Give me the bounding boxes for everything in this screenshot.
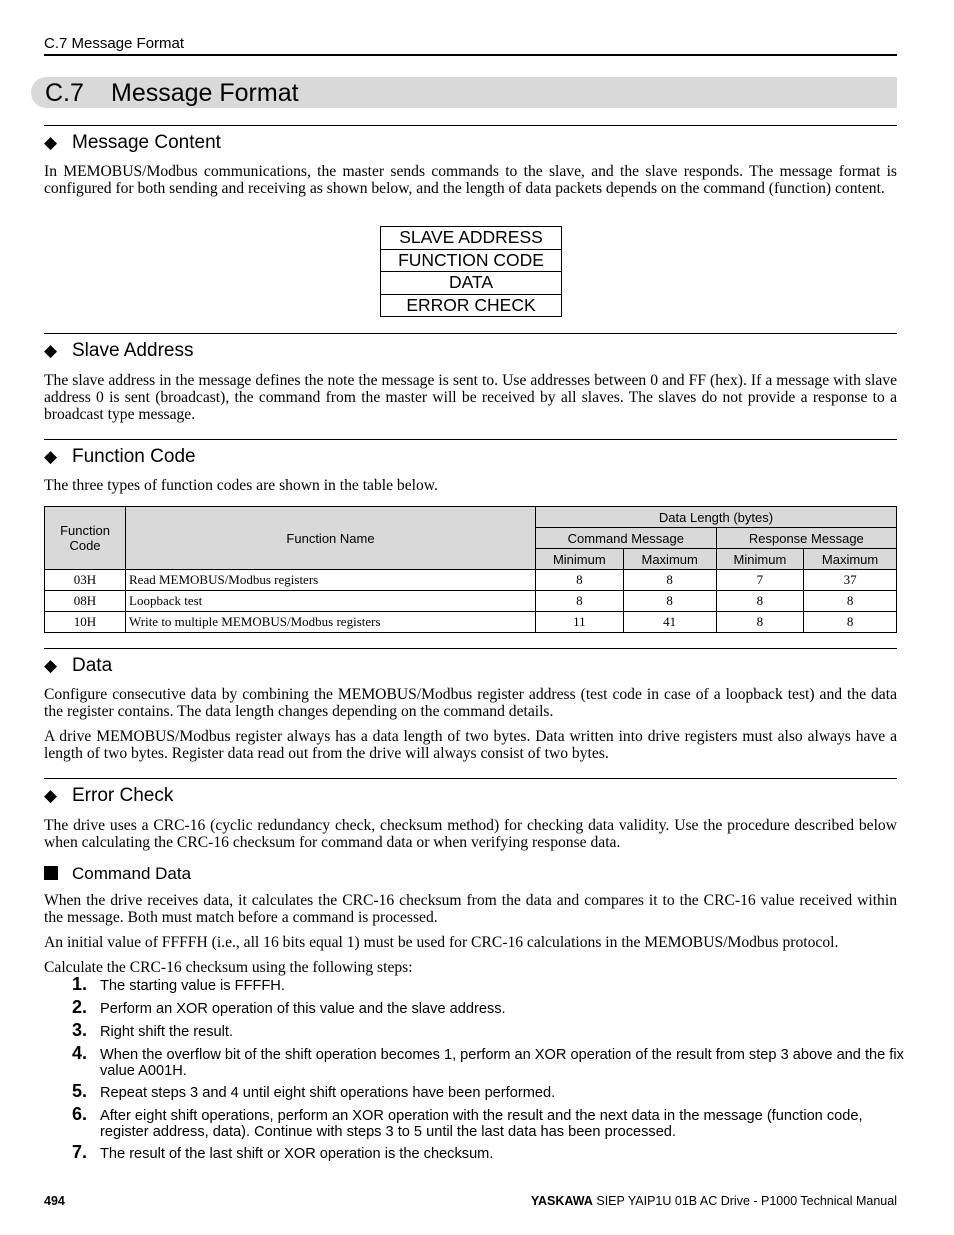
- section-heading-data: [44, 655, 112, 677]
- data-paragraph-2: A drive MEMOBUS/Modbus register always has a data length of two bytes. Data written into drive registers must also always have a length of two bytes. Register data read out from the drive will always consist of two bytes.: [44, 728, 897, 763]
- cell-cmd-min: 8: [536, 591, 624, 612]
- step-number: 4.: [72, 1043, 88, 1063]
- section-title: Slave Address: [72, 340, 194, 361]
- table-row: [45, 591, 897, 612]
- subheading-command-data: [44, 864, 191, 884]
- list-item: [44, 974, 904, 994]
- step-text: Repeat steps 3 and 4 until eight shift operations have been performed.: [100, 1085, 556, 1101]
- section-heading-message-content: [44, 132, 221, 154]
- error-check-paragraph: The drive uses a CRC-16 (cyclic redundancy check, checksum method) for checking data validity. Use the procedure described below when calculating the CRC-16 checksum for command data or when verifying response data.: [44, 817, 897, 852]
- diamond-bullet-icon: ◆: [44, 341, 58, 360]
- command-data-paragraph-2: An initial value of FFFFH (i.e., all 16 bits equal 1) must be used for CRC-16 calculations in the MEMOBUS/Modbus protocol.: [44, 934, 839, 951]
- section-title: Message Content: [72, 132, 221, 153]
- cell-cmd-max: 41: [623, 612, 716, 633]
- step-text: After eight shift operations, perform an XOR operation with the result and the next data in the message (function code, register address, data). Continue with steps 3 to 5 until the last data has been processed.: [100, 1108, 863, 1140]
- list-item: [44, 1020, 904, 1040]
- cell-name: Read MEMOBUS/Modbus registers: [126, 570, 536, 591]
- header-rule: [44, 54, 897, 56]
- cell-resp-min: 7: [716, 570, 804, 591]
- list-item: [44, 1142, 904, 1162]
- square-bullet-icon: [44, 866, 58, 880]
- step-text: When the overflow bit of the shift operation becomes 1, perform an XOR operation of the result from step 3 above and the fix value A001H.: [100, 1047, 904, 1079]
- list-item: [44, 997, 904, 1017]
- section-heading-slave-address: [44, 340, 193, 362]
- list-item: [44, 1104, 904, 1140]
- step-text: The result of the last shift or XOR operation is the checksum.: [100, 1146, 494, 1162]
- diamond-bullet-icon: ◆: [44, 656, 58, 675]
- chapter-title: [45, 79, 299, 108]
- cell-code: 03H: [45, 570, 126, 591]
- chapter-number: C.7: [45, 79, 84, 107]
- diamond-bullet-icon: ◆: [44, 133, 58, 152]
- function-code-table: [44, 506, 897, 633]
- section-heading-error-check: [44, 785, 173, 807]
- cell-resp-min: 8: [716, 591, 804, 612]
- command-data-paragraph-1: When the drive receives data, it calculates the CRC-16 checksum from the data and compares it to the CRC-16 value received within the message. Both must match before a command is processed.: [44, 892, 897, 927]
- cell-name: Loopback test: [126, 591, 536, 612]
- diamond-bullet-icon: ◆: [44, 786, 58, 805]
- step-number: 1.: [72, 974, 88, 994]
- step-number: 3.: [72, 1020, 88, 1040]
- data-paragraph-1: Configure consecutive data by combining the MEMOBUS/Modbus register address (test code in case of a loopback test) and the data the register contains. The data length changes depending on the command details.: [44, 686, 897, 721]
- cell-code: 10H: [45, 612, 126, 633]
- header-resp-minimum: Minimum: [716, 549, 804, 570]
- list-item: [44, 1081, 904, 1101]
- cell-resp-max: 8: [804, 612, 897, 633]
- step-number: 6.: [72, 1104, 88, 1124]
- format-row-error-check: ERROR CHECK: [406, 294, 536, 315]
- footer-manual-name: SIEP YAIP1U 01B AC Drive - P1000 Technical Manual: [596, 1194, 897, 1208]
- cell-cmd-max: 8: [623, 570, 716, 591]
- section-heading-function-code: [44, 446, 196, 468]
- header-command-message: Command Message: [536, 528, 717, 549]
- list-item: [44, 1043, 904, 1079]
- message-content-paragraph: In MEMOBUS/Modbus communications, the master sends commands to the slave, and the slave responds. The message format is configured for both sending and receiving as shown below, and the length of data packets depends on the command (function) content.: [44, 163, 897, 198]
- format-row-data: DATA: [381, 272, 561, 295]
- table-row: [45, 570, 897, 591]
- crc-steps-list: [44, 974, 904, 1162]
- section-title: Function Code: [72, 446, 196, 467]
- message-format-diagram: [380, 226, 562, 317]
- format-row-function-code: FUNCTION CODE: [381, 250, 561, 273]
- running-header: C.7 Message Format: [44, 35, 185, 52]
- footer-manual-title: [531, 1194, 897, 1208]
- step-text: Right shift the result.: [100, 1024, 234, 1040]
- cell-cmd-max: 8: [623, 591, 716, 612]
- page-number: 494: [44, 1194, 65, 1208]
- step-number: 2.: [72, 997, 88, 1017]
- header-cmd-minimum: Minimum: [536, 549, 624, 570]
- cell-resp-min: 8: [716, 612, 804, 633]
- header-response-message: Response Message: [716, 528, 896, 549]
- chapter-title-text: Message Format: [111, 79, 299, 107]
- command-data-paragraph-3: Calculate the CRC-16 checksum using the following steps:: [44, 959, 413, 976]
- header-data-length: Data Length (bytes): [536, 507, 897, 528]
- section-rule: [44, 648, 897, 649]
- cell-cmd-min: 11: [536, 612, 624, 633]
- section-rule: [44, 778, 897, 779]
- step-text: Perform an XOR operation of this value and the slave address.: [100, 1001, 506, 1017]
- section-title: Data: [72, 655, 113, 676]
- header-resp-maximum: Maximum: [804, 549, 897, 570]
- subheading-title: Command Data: [72, 864, 192, 883]
- diamond-bullet-icon: ◆: [44, 447, 58, 466]
- cell-code: 08H: [45, 591, 126, 612]
- section-rule: [44, 439, 897, 440]
- table-row: [45, 612, 897, 633]
- header-function-code: Function Code: [45, 507, 126, 570]
- cell-cmd-min: 8: [536, 570, 624, 591]
- format-row-slave-address: SLAVE ADDRESS: [381, 227, 561, 250]
- header-function-name: Function Name: [126, 507, 536, 570]
- section-title: Error Check: [72, 785, 174, 806]
- function-code-paragraph: The three types of function codes are shown in the table below.: [44, 477, 438, 494]
- step-number: 5.: [72, 1081, 88, 1101]
- section-rule: [44, 333, 897, 334]
- step-number: 7.: [72, 1142, 88, 1162]
- header-cmd-maximum: Maximum: [623, 549, 716, 570]
- footer-brand: YASKAWA: [530, 1194, 593, 1208]
- cell-resp-max: 8: [804, 591, 897, 612]
- section-rule: [44, 125, 897, 126]
- cell-resp-max: 37: [804, 570, 897, 591]
- cell-name: Write to multiple MEMOBUS/Modbus registers: [126, 612, 536, 633]
- slave-address-paragraph: The slave address in the message defines the note the message is sent to. Use addresses between 0 and FF (hex). If a message with slave address 0 is sent (broadcast), the command from the master will be received by all slaves. The slaves do not provide a response to a broadcast type message.: [44, 372, 897, 424]
- step-text: The starting value is FFFFH.: [100, 978, 285, 994]
